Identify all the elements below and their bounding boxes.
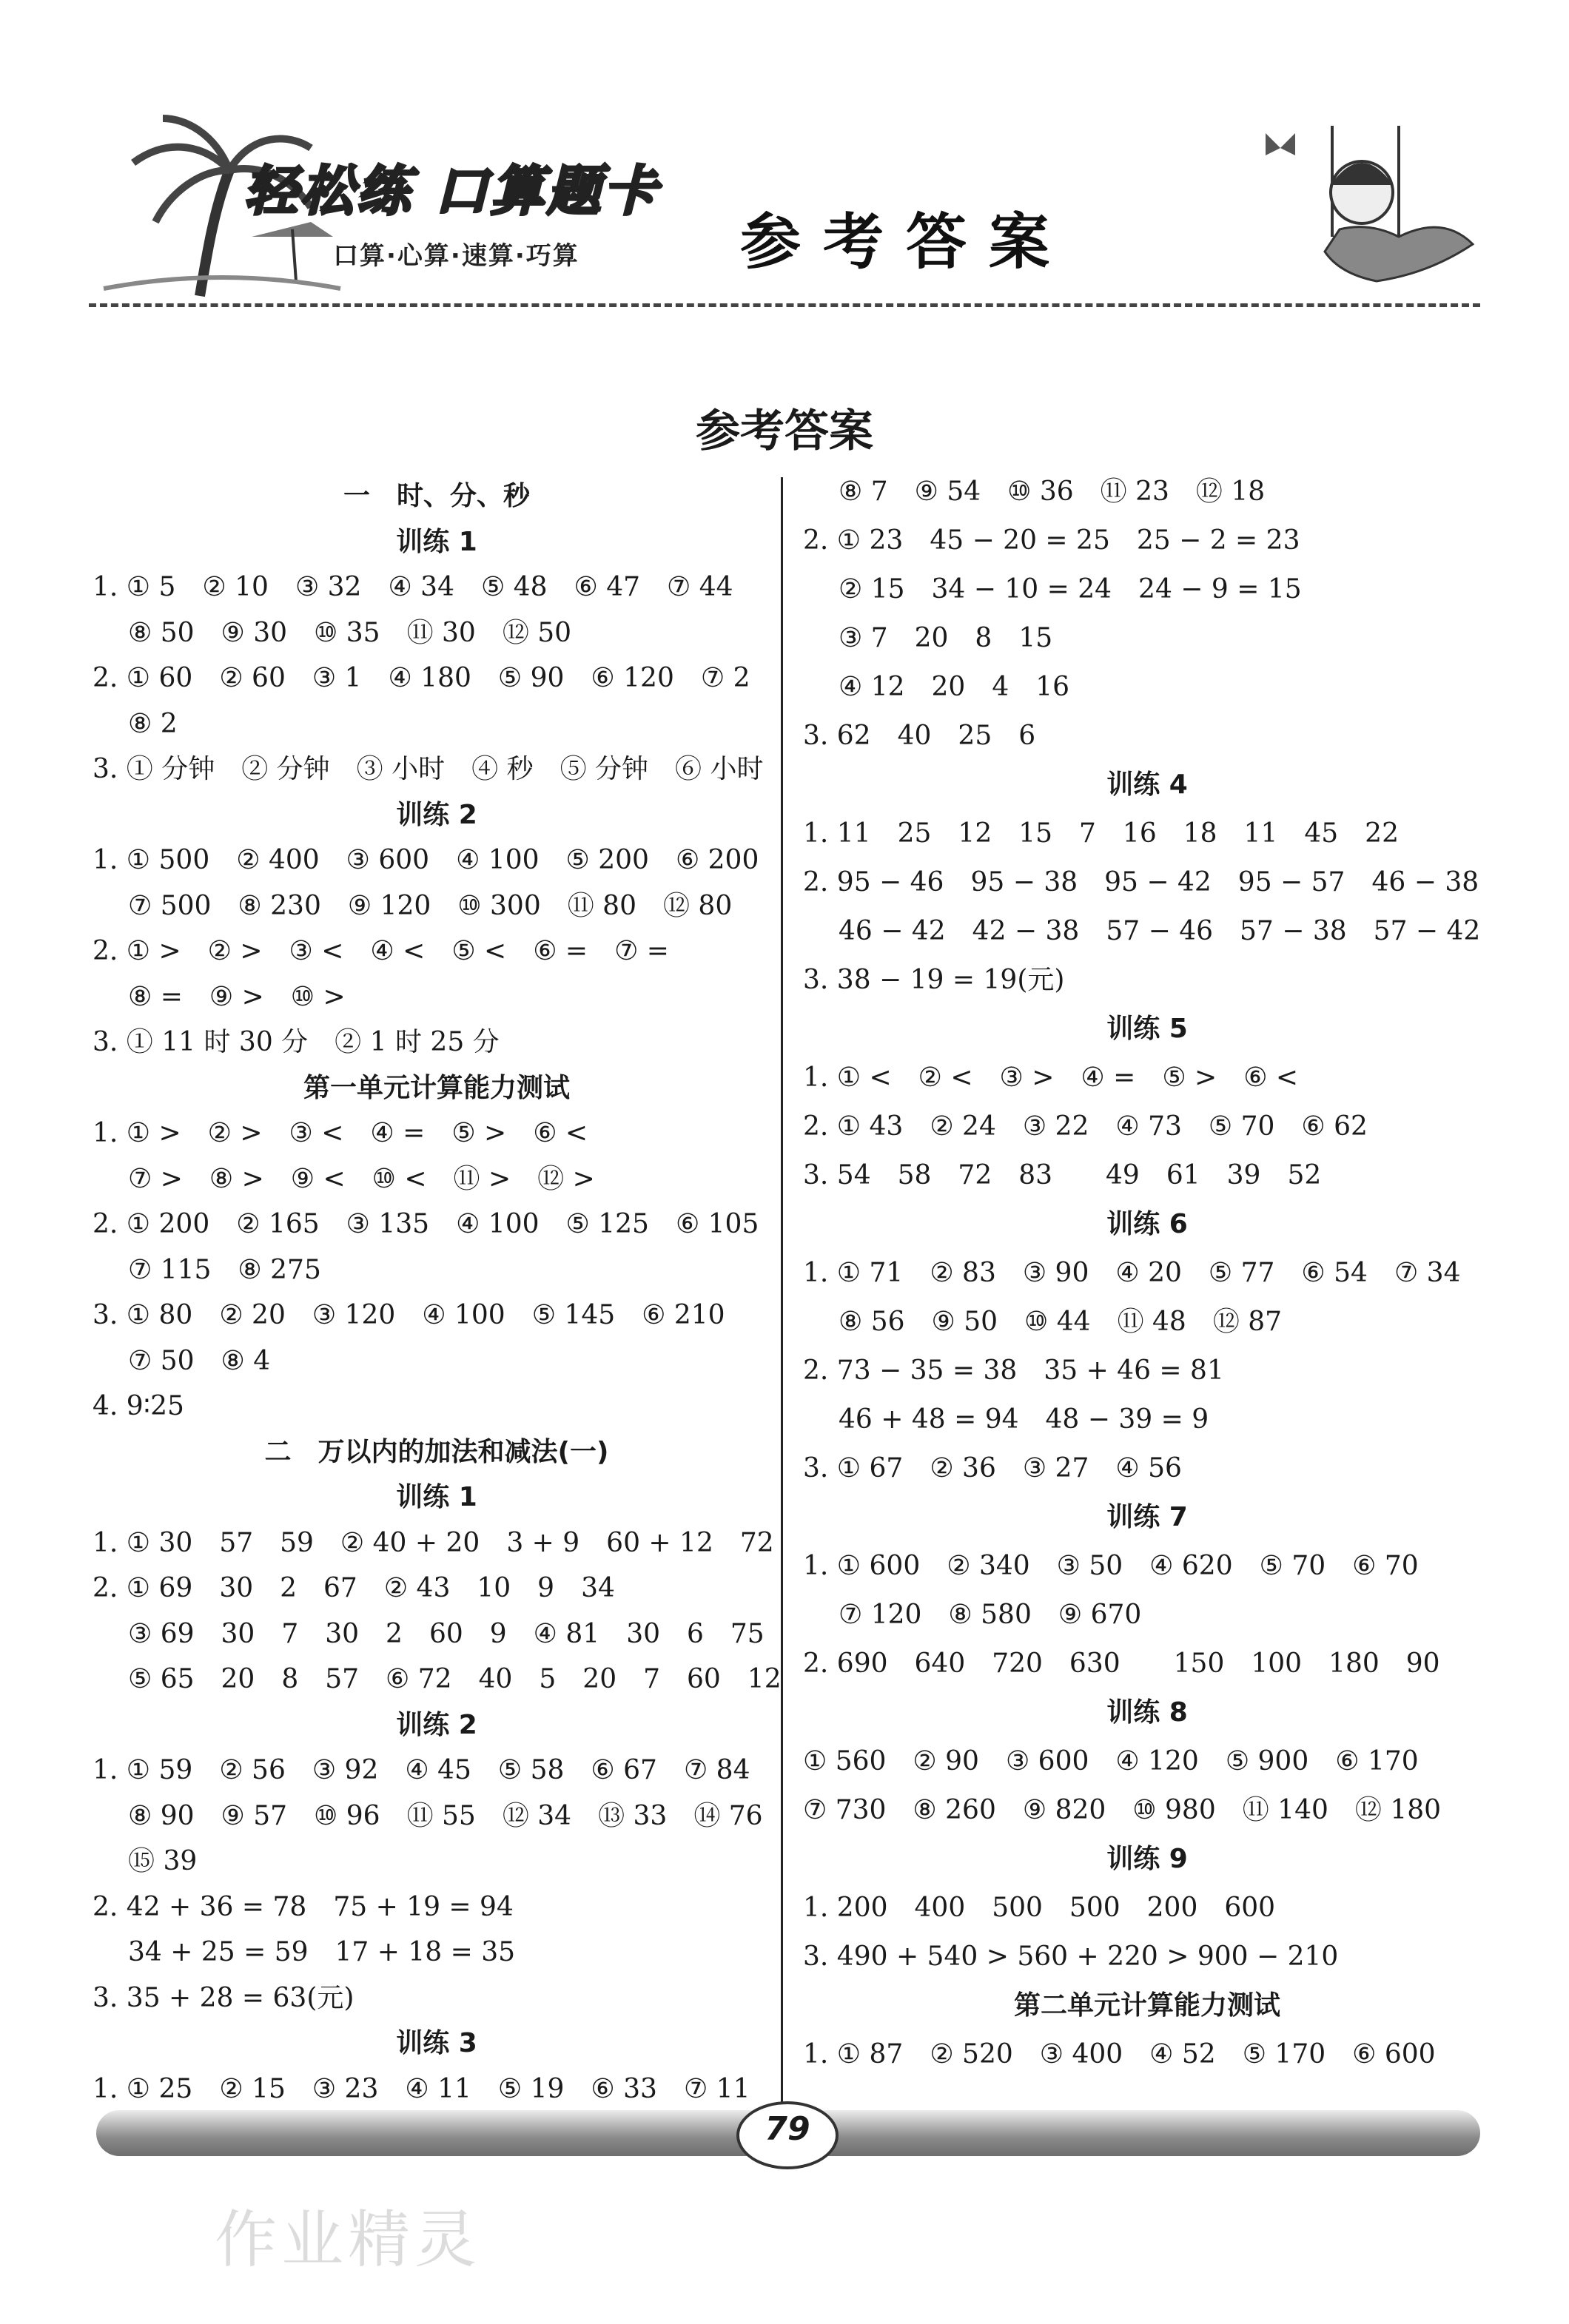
page-number: 79 <box>765 2110 810 2148</box>
watermark: 作业精灵 <box>215 2203 482 2276</box>
answer-line: 46 + 48 = 94 48 − 39 = 9 <box>839 1404 1209 1435</box>
answer-line: ② 15 34 − 10 = 24 24 − 9 = 15 <box>839 574 1302 604</box>
answer-line: 3. 62 40 25 6 <box>803 721 1036 751</box>
answer-line: 3. 54 58 72 83 49 61 39 52 <box>803 1160 1322 1190</box>
section-heading: 训练 8 <box>1106 1697 1188 1728</box>
answer-line: 2. ① 60 ② 60 ③ 1 ④ 180 ⑤ 90 ⑥ 120 ⑦ 2 <box>93 663 750 693</box>
answer-line: 1. ① 87 ② 520 ③ 400 ④ 52 ⑤ 170 ⑥ 600 <box>803 2039 1436 2069</box>
section-heading: 第二单元计算能力测试 <box>1013 1990 1280 2021</box>
answer-line: 34 + 25 = 59 17 + 18 = 35 <box>128 1937 516 1967</box>
section-heading: 训练 1 <box>396 526 477 557</box>
section-heading: 训练 4 <box>1106 769 1188 800</box>
section-heading: 一 时、分、秒 <box>343 481 530 511</box>
answer-line: ③ 7 20 8 15 <box>839 623 1053 653</box>
answer-line: ⑦ 115 ⑧ 275 <box>128 1254 321 1285</box>
answer-line: ⑧ 7 ⑨ 54 ⑩ 36 ⑪ 23 ⑫ 18 <box>839 476 1266 507</box>
answer-line: 3. ① 67 ② 36 ③ 27 ④ 56 <box>803 1453 1182 1483</box>
answer-line: 1. ① 600 ② 340 ③ 50 ④ 620 ⑤ 70 ⑥ 70 <box>803 1551 1419 1581</box>
answer-line: 4. 9∶25 <box>93 1391 184 1421</box>
answer-line: 2. 95 − 46 95 − 38 95 − 42 95 − 57 46 − 38 <box>803 867 1479 897</box>
answer-line: 1. ① 5 ② 10 ③ 32 ④ 34 ⑤ 48 ⑥ 47 ⑦ 44 <box>93 572 733 602</box>
answer-line: ⑧ 90 ⑨ 57 ⑩ 96 ⑪ 55 ⑫ 34 ⑬ 33 ⑭ 76 <box>128 1800 763 1831</box>
answer-line: 2. ① 43 ② 24 ③ 22 ④ 73 ⑤ 70 ⑥ 62 <box>803 1111 1368 1142</box>
answer-line: ⑦ 50 ⑧ 4 <box>128 1345 271 1376</box>
section-heading: 训练 6 <box>1106 1209 1188 1239</box>
answer-line: 2. 73 − 35 = 38 35 + 46 = 81 <box>803 1355 1224 1386</box>
section-heading: 训练 3 <box>396 2028 477 2058</box>
answer-line: 1. ① < ② < ③ > ④ = ⑤ > ⑥ < <box>803 1062 1299 1093</box>
answer-line: 2. ① 200 ② 165 ③ 135 ④ 100 ⑤ 125 ⑥ 105 <box>93 1209 759 1239</box>
answer-line: 1. ① 500 ② 400 ③ 600 ④ 100 ⑤ 200 ⑥ 200 <box>93 845 759 875</box>
answer-line: 1. ① 71 ② 83 ③ 90 ④ 20 ⑤ 77 ⑥ 54 ⑦ 34 <box>803 1258 1461 1288</box>
answer-line: 2. ① 23 45 − 20 = 25 25 − 2 = 23 <box>803 525 1300 556</box>
answer-line: ⑧ = ⑨ > ⑩ > <box>128 981 346 1012</box>
answer-line: ⑦ > ⑧ > ⑨ < ⑩ < ⑪ > ⑫ > <box>128 1163 595 1194</box>
answer-line: 1. ① 59 ② 56 ③ 92 ④ 45 ⑤ 58 ⑥ 67 ⑦ 84 <box>93 1755 750 1785</box>
brand-title: 轻松练 口算题卡 <box>244 160 660 222</box>
column-divider <box>781 477 783 2120</box>
answer-line: 1. ① > ② > ③ < ④ = ⑤ > ⑥ < <box>93 1118 588 1148</box>
answer-line: 3. ① 11 时 30 分 ② 1 时 25 分 <box>93 1027 500 1057</box>
answer-line: ⑧ 56 ⑨ 50 ⑩ 44 ⑪ 48 ⑫ 87 <box>839 1307 1283 1337</box>
answer-line: 1. ① 25 ② 15 ③ 23 ④ 11 ⑤ 19 ⑥ 33 ⑦ 11 <box>93 2073 750 2104</box>
answer-line: 3. 490 + 540 > 560 + 220 > 900 − 210 <box>803 1941 1339 1972</box>
section-heading: 第一单元计算能力测试 <box>303 1072 570 1103</box>
answer-line: ⑤ 65 20 8 57 ⑥ 72 40 5 20 7 60 12 <box>128 1664 782 1694</box>
section-heading: 训练 7 <box>1106 1502 1188 1532</box>
answer-line: 1. 11 25 12 15 7 16 18 11 45 22 <box>803 818 1399 849</box>
answer-line: ⑦ 500 ⑧ 230 ⑨ 120 ⑩ 300 ⑪ 80 ⑫ 80 <box>128 890 733 921</box>
answer-line: 3. ① 分钟 ② 分钟 ③ 小时 ④ 秒 ⑤ 分钟 ⑥ 小时 <box>93 754 764 784</box>
section-heading: 训练 2 <box>396 1709 477 1740</box>
answer-line: ④ 12 20 4 16 <box>839 672 1070 702</box>
answer-line: ⑧ 50 ⑨ 30 ⑩ 35 ⑪ 30 ⑫ 50 <box>128 617 572 648</box>
section-heading: 二 万以内的加法和减法(一) <box>264 1436 609 1467</box>
answers-right-column <box>803 468 1491 2079</box>
answer-line: ⑧ 2 <box>128 708 178 739</box>
answer-line: 3. 35 + 28 = 63(元) <box>93 1982 355 2013</box>
answer-line: 46 − 42 42 − 38 57 − 46 57 − 38 57 − 42 <box>839 916 1481 946</box>
answer-line: 1. ① 30 57 59 ② 40 + 20 3 + 9 60 + 12 72 <box>93 1527 774 1558</box>
section-heading: 训练 9 <box>1106 1844 1188 1874</box>
fairy-on-swing-illustration <box>1251 126 1480 303</box>
answer-line: ③ 69 30 7 30 2 60 9 ④ 81 30 6 75 <box>128 1618 765 1649</box>
header-divider <box>89 303 1480 307</box>
answer-line: 2. ① > ② > ③ < ④ < ⑤ < ⑥ = ⑦ = <box>93 936 669 966</box>
answer-line: ① 560 ② 90 ③ 600 ④ 120 ⑤ 900 ⑥ 170 <box>803 1746 1419 1776</box>
brand-subtitle: 口算·心算·速算·巧算 <box>333 241 579 271</box>
answer-line: 1. 200 400 500 500 200 600 <box>803 1893 1276 1923</box>
header-title: 参考答案 <box>740 206 1072 277</box>
answer-line: ⑮ 39 <box>128 1846 198 1876</box>
answer-line: 2. 42 + 36 = 78 75 + 19 = 94 <box>93 1891 514 1922</box>
answers-left-column <box>93 474 781 2112</box>
section-heading: 训练 1 <box>396 1482 477 1512</box>
answer-line: ⑦ 120 ⑧ 580 ⑨ 670 <box>839 1600 1142 1630</box>
answer-line: 2. ① 69 30 2 67 ② 43 10 9 34 <box>93 1573 615 1603</box>
answer-line: 3. 38 − 19 = 19(元) <box>803 965 1065 995</box>
section-heading: 训练 2 <box>396 799 477 830</box>
page-title: 参考答案 <box>696 405 873 457</box>
answer-line: 2. 690 640 720 630 150 100 180 90 <box>803 1648 1440 1679</box>
answer-line: 3. ① 80 ② 20 ③ 120 ④ 100 ⑤ 145 ⑥ 210 <box>93 1300 725 1330</box>
section-heading: 训练 5 <box>1106 1014 1188 1044</box>
answer-line: ⑦ 730 ⑧ 260 ⑨ 820 ⑩ 980 ⑪ 140 ⑫ 180 <box>803 1795 1442 1825</box>
